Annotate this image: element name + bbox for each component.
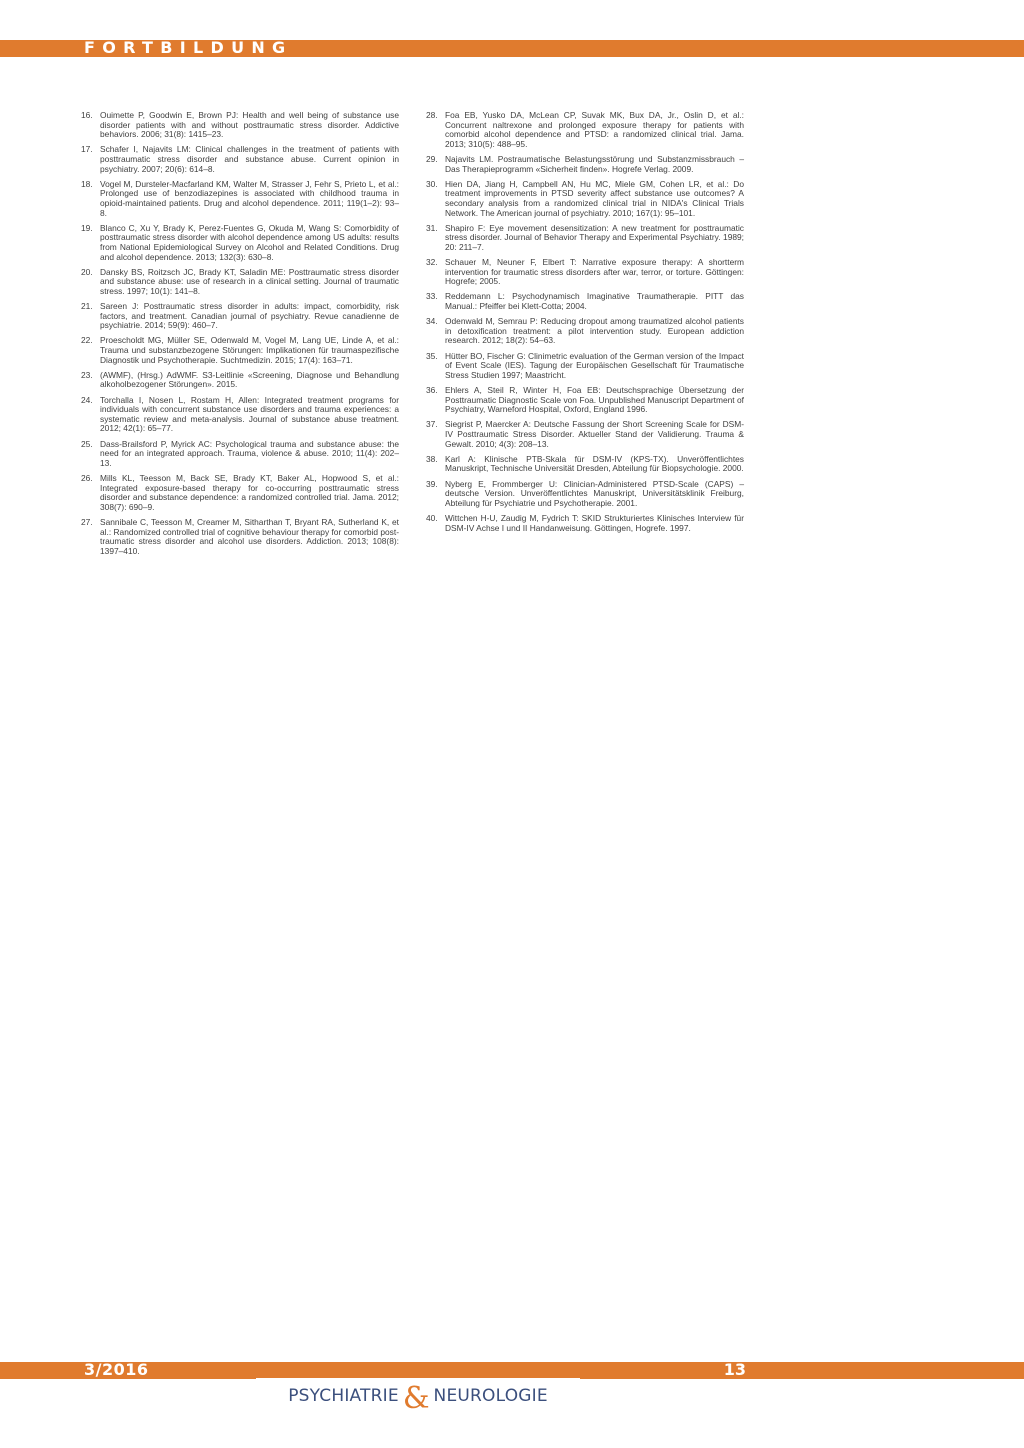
reference-item [426,155,744,174]
reference-number: 19. [81,222,93,233]
reference-number: 16. [81,110,93,120]
reference-number: 40. [426,512,438,523]
reference-text: Ouimette P, Goodwin E, Brown PJ: Health and well being of substance use disorder patients with and without posttraumatic stress disorder. Addictive behaviors. 2006; 31(8): 1415–23. [100,110,399,140]
reference-text: Dansky BS, Roitzsch JC, Brady KT, Saladin ME: Posttraumatic stress disorder and substance abuse: use of research in a clinical setting. Journal of traumatic stress. 1997; 10(1): 141–8. [100,266,399,296]
reference-text: Torchalla I, Nosen L, Rostam H, Allen: Integrated treatment programs for individuals with concurrent substance use disorders and trauma experiences: a systematic review and meta-analysis. Journal of substance abuse treatment. 2012; 42(1): 65–77. [100,394,399,434]
reference-number: 39. [426,478,438,489]
reference-text: Shapiro F: Eye movement desensitization: A new treatment for posttraumatic stress disorder. Journal of Behavior Therapy and Experimental Psychiatry. 1989; 20: 211–7. [445,222,744,252]
reference-text: Karl A: Klinische PTB-Skala für DSM-IV (KPS-TX). Unveröffentlichtes Manuskript, Technische Universität Dresden, Abteilung für Biopsychologie. 2000. [445,453,744,474]
section-title: FORTBILDUNG [84,38,293,57]
reference-item [81,440,399,469]
reference-text: Vogel M, Dursteler-Macfarland KM, Walter M, Strasser J, Fehr S, Prieto L, et al.: Prolonged use of benzodiazepines is associated with childhood trauma in opioid-maintained patients. Drug and alcohol dependence. 2011; 119(1–2): 93–8. [100,178,399,218]
reference-item [426,455,744,474]
reference-number: 29. [426,153,438,164]
reference-item [81,518,399,556]
reference-number: 23. [81,369,93,380]
reference-text: Schauer M, Neuner F, Elbert T: Narrative exposure therapy: A shortterm intervention for traumatic stress disorders after war, terror, or torture. Göttingen: Hogrefe; 2005. [445,257,744,287]
issue-number: 3/2016 [84,1360,149,1379]
reference-item [426,224,744,253]
reference-item [81,336,399,365]
reference-number: 36. [426,385,438,395]
page-number: 13 [723,1360,746,1379]
reference-text: Nyberg E, Frommberger U: Clinician-Administered PTSD-Scale (CAPS) – deutsche Version. Unveröffentlichtes Manuskript, Universitätsklinik Freiburg, Abteilung für Psychiatrie und Psychotherapie. 2001. [445,478,744,508]
reference-item [426,180,744,218]
reference-number: 35. [426,350,438,361]
reference-item [426,292,744,311]
reference-text: Foa EB, Yusko DA, McLean CP, Suvak MK, Bux DA, Jr., Oslin D, et al.: Concurrent naltrexone and prolonged exposure therapy for patients with comorbid alcohol dependence and PTSD: a randomized clinical trial. Jama. 2013; 310(5): 488–95. [445,110,744,149]
reference-text: Najavits LM. Postraumatische Belastungsstörung und Substanzmissbrauch – Das Therapieprogramm «Sicherheit finden». Hogrefe Verlag. 2009. [445,153,744,174]
reference-text: Mills KL, Teesson M, Back SE, Brady KT, Baker AL, Hopwood S, et al.: Integrated exposure-based therapy for co-occurring posttraumatic stress disorder and substance dependence: a randomized controlled trial. Jama. 2012; 308(7): 690–9. [100,472,399,512]
reference-item [81,180,399,218]
reference-number: 33. [426,291,438,302]
reference-number: 17. [81,144,93,155]
reference-number: 27. [81,516,93,527]
reference-text: Ehlers A, Steil R, Winter H, Foa EB: Deutschsprachige Übersetzung der Posttraumatic Diagnostic Scale von Foa. Unpublished Manuscript Department of Psychiatry, Warneford Hospital, Oxford, England 1996. [445,385,744,415]
reference-item [426,514,744,533]
reference-item [81,371,399,390]
footer-bar [0,1362,1024,1379]
journal-masthead [256,1380,580,1416]
reference-number: 30. [426,178,438,189]
reference-text: (AWMF), (Hrsg.) AdWMF. S3-Leitlinie «Screening, Diagnose und Behandlung alkoholbezogener Störungen». 2015. [100,369,399,390]
reference-text: Odenwald M, Semrau P: Reducing dropout among traumatized alcohol patients in detoxification treatment: a pilot intervention study. European addiction research. 2012; 18(2): 54–63. [445,316,744,346]
references-column-left [81,111,399,562]
reference-number: 25. [81,438,93,449]
reference-item [81,224,399,262]
reference-item [426,317,744,346]
reference-number: 18. [81,178,93,189]
reference-item [81,145,399,174]
reference-number: 32. [426,257,438,268]
reference-item [81,268,399,297]
reference-item [426,111,744,149]
reference-item [426,420,744,449]
reference-item [81,111,399,140]
reference-text: Schafer I, Najavits LM: Clinical challenges in the treatment of patients with posttraumatic stress disorder and substance abuse. Current opinion in psychiatry. 2007; 20(6): 614–8. [100,144,399,174]
reference-text: Sannibale C, Teesson M, Creamer M, Sitharthan T, Bryant RA, Sutherland K, et al.: Randomized controlled trial of cognitive behaviour therapy for comorbid post-traumatic stress disorder and alcohol use disorders. Addiction. 2013; 108(8): 1397–410. [100,516,399,556]
reference-number: 20. [81,266,93,277]
reference-item [426,258,744,287]
journal-name-right: NEUROLOGIE [433,1386,548,1406]
reference-text: Hien DA, Jiang H, Campbell AN, Hu MC, Miele GM, Cohen LR, et al.: Do treatment improvements in PTSD severity affect substance use outcomes? A secondary analysis from a randomized clinical trial in NIDA's Clinical Trials Network. The American journal of psychiatry. 2010; 167(1): 95–101. [445,178,744,218]
journal-ampersand: & [402,1381,430,1416]
reference-number: 26. [81,472,93,483]
journal-name-left: PSYCHIATRIE [288,1386,399,1406]
reference-number: 31. [426,222,438,233]
reference-number: 22. [81,335,93,346]
reference-item [426,386,744,415]
reference-text: Proescholdt MG, Müller SE, Odenwald M, Vogel M, Lang UE, Linde A, et al.: Trauma und substanzbezogene Störungen: Implikationen für traumaspezifische Diagnostik und Psychotherapie. Suchtmedizin. 2015; 17(4): 163–71. [100,335,399,365]
references-column-right [426,111,744,539]
reference-number: 34. [426,316,438,327]
reference-number: 37. [426,419,438,430]
reference-text: Sareen J: Posttraumatic stress disorder in adults: impact, comorbidity, risk factors, and treatment. Canadian journal of psychiatry. Revue canadienne de psychiatrie. 2014; 59(9): 460–7. [100,301,399,331]
reference-text: Siegrist P, Maercker A: Deutsche Fassung der Short Screening Scale for DSM-IV Posttraumatic Stress Disorder. Aktueller Stand der Validierung. Trauma & Gewalt. 2010; 4(3): 208–13. [445,419,744,449]
reference-number: 28. [426,110,438,120]
reference-number: 21. [81,301,93,312]
reference-item [81,302,399,331]
reference-text: Reddemann L: Psychodynamisch Imaginative Traumatherapie. PITT das Manual.: Pfeiffer bei Klett-Cotta; 2004. [445,291,744,312]
reference-item [426,480,744,509]
reference-text: Dass-Brailsford P, Myrick AC: Psychological trauma and substance abuse: the need for an integrated approach. Trauma, violence & abuse. 2010; 11(4): 202–13. [100,438,399,468]
reference-text: Hütter BO, Fischer G: Clinimetric evaluation of the German version of the Impact of Event Scale (IES). Tagung der Europäischen Gesellschaft für Traumatische Stress Studien 1997; Maastricht. [445,350,744,380]
reference-item [81,396,399,434]
reference-item [426,352,744,381]
reference-item [81,474,399,512]
reference-number: 38. [426,453,438,464]
reference-text: Blanco C, Xu Y, Brady K, Perez-Fuentes G, Okuda M, Wang S: Comorbidity of posttraumatic stress disorder with alcohol dependence among US adults: results from National Epidemiological Survey on Alcohol and Related Conditions. Drug and alcohol dependence. 2013; 132(3): 630–8. [100,222,399,262]
reference-text: Wittchen H-U, Zaudig M, Fydrich T: SKID Strukturiertes Klinisches Interview für DSM-IV Achse I und II Handanweisung. Göttingen, Hogrefe. 1997. [445,512,744,533]
reference-number: 24. [81,394,93,405]
